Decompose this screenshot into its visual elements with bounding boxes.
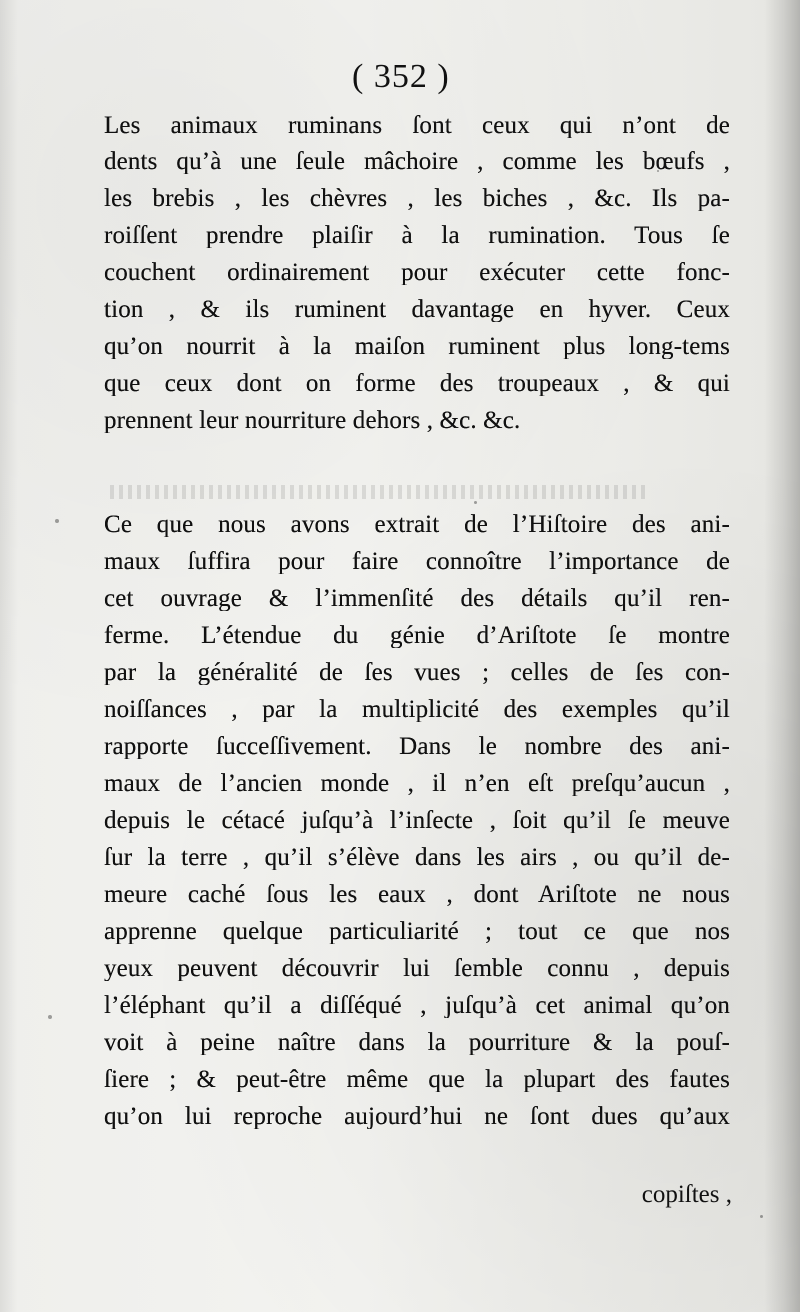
paper-speck [474,501,477,504]
paragraph-1-line-4: roiſſent prendre plaiſir à la rumination. Tous ſe [104,223,730,248]
paragraph-2-line-14: l’éléphant qu’il a diſſéqué , juſqu’à cet animal qu’on [104,993,730,1018]
paragraph-2-line-15: voit à peine naître dans la pourriture & la pouſ- [104,1030,730,1055]
paragraph-1-line-7: qu’on nourrit à la maiſon ruminent plus long-tems [104,334,730,359]
paragraph-2-line-2: maux ſuffira pour faire connoître l’importance de [104,549,730,574]
paper-speck [760,1215,763,1218]
paragraph-2-line-13: yeux peuvent découvrir lui ſemble connu , depuis [104,956,730,981]
paragraph-2-line-5: par la généralité de ſes vues ; celles de ſes con- [104,660,730,685]
paragraph-1-line-9: prennent leur nourriture dehors , &c. &c. [104,408,521,433]
paragraph-2-line-3: cet ouvrage & l’immenſité des détails qu’il ren- [104,586,730,611]
paragraph-1-line-5: couchent ordinairement pour exécuter cette fonc- [104,260,730,285]
paragraph-2-line-9: depuis le cétacé juſqu’à l’inſecte , ſoit qu’il ſe meuve [104,808,730,833]
paragraph-2-line-11: meure caché ſous les eaux , dont Ariſtote ne nous [104,882,730,907]
paragraph-1-line-6: tion , & ils ruminent davantage en hyver. Ceux [104,297,730,322]
paragraph-1-line-1: Les animaux ruminans ſont ceux qui n’ont de [104,113,730,138]
paragraph-1-line-2: dents qu’à une ſeule mâchoire , comme les bœufs , [104,149,730,174]
paragraph-2-line-10: ſur la terre , qu’il s’élève dans les airs , ou qu’il de- [104,845,730,870]
paragraph-2-line-7: rapporte ſucceſſivement. Dans le nombre des ani- [104,734,730,759]
paragraph-2-line-4: ferme. L’étendue du génie d’Ariſtote ſe montre [104,623,730,648]
paragraph-2-line-12: apprenne quelque particuliarité ; tout ce que nos [104,919,730,944]
paragraph-2-line-17: qu’on lui reproche aujourd’hui ne ſont dues qu’aux [104,1104,730,1129]
paragraph-2-line-1: Ce que nous avons extrait de l’Hiſtoire des ani- [104,512,730,537]
paragraph-2-line-16: ſiere ; & peut-être même que la plupart des fautes [104,1067,730,1092]
left-page-edge [0,0,18,1312]
catchword: copiſtes , [641,1181,732,1208]
right-gutter-shadow [764,0,800,1312]
paper-speck [55,519,59,523]
paragraph-1-line-3: les brebis , les chèvres , les biches , &c. Ils pa- [104,186,730,211]
paragraph-2-line-8: maux de l’ancien monde , il n’en eſt preſqu’aucun , [104,771,730,796]
paragraph-2-line-6: noiſſances , par la multiplicité des exemples qu’il [104,697,730,722]
paragraph-1-line-8: que ceux dont on forme des troupeaux , & qui [104,371,730,396]
paper-speck [48,1015,52,1019]
paper-speck [657,170,659,172]
page-number: ( 352 ) [352,58,450,95]
faint-ghost-text-band [110,485,650,499]
